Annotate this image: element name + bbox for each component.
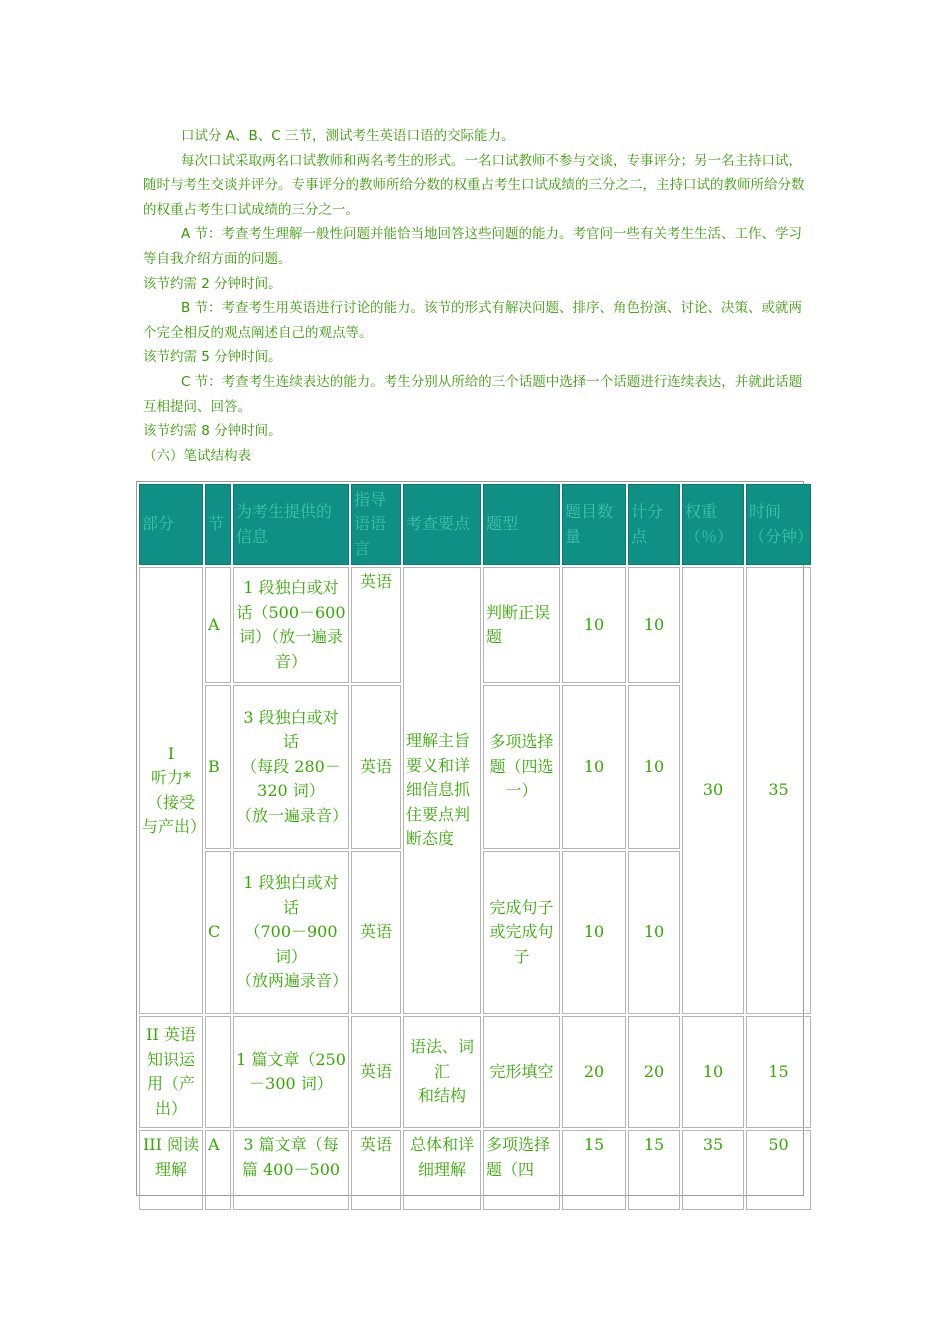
cell-info: 3 段独白或对话 （每段 280－320 词） （放一遍录音） [233, 685, 349, 849]
cell-section: C [205, 851, 231, 1014]
cell-info: 3 篇文章（每篇 400－500 [233, 1130, 349, 1210]
cell-type: 多项选择题（四 [483, 1130, 560, 1210]
cell-section [205, 1016, 231, 1128]
cell-points: 10 [628, 851, 680, 1014]
header-type: 题型 [483, 484, 560, 565]
paragraph-oral-format: 每次口试采取两名口试教师和两名考生的形式。一名口试教师不参与交谈，专事评分；另一名主持口试，随时与考生交谈并评分。专事评分的教师所给分数的权重占考生口试成绩的三分之二，主持口试的教师所给分数的权重占考生口试成绩的三分之一。 [143, 152, 805, 218]
paragraph-section-a-time: 该节约需 2 分钟时间。 [143, 275, 282, 292]
header-row [139, 484, 811, 565]
header-focus: 考查要点 [403, 484, 481, 565]
cell-language: 英语 [351, 851, 401, 1014]
cell-section: A [205, 567, 231, 683]
cell-points: 15 [628, 1130, 680, 1210]
paragraph-section-b-time: 该节约需 5 分钟时间。 [143, 349, 282, 366]
cell-section: A [205, 1130, 231, 1210]
header-count: 题目数量 [562, 484, 626, 565]
cell-part-listening: I 听力* （接受与产出） [139, 567, 203, 1014]
cell-weight: 10 [682, 1016, 744, 1128]
cell-time: 50 [746, 1130, 811, 1210]
cell-language: 英语 [351, 1130, 401, 1210]
table-caption: （六）笔试结构表 [143, 447, 251, 464]
cell-count: 20 [562, 1016, 626, 1128]
paragraph-section-c-time: 该节约需 8 分钟时间。 [143, 423, 282, 440]
body-text [143, 124, 807, 468]
cell-language: 英语 [351, 567, 401, 683]
paragraph-section-c: C 节：考查考生连续表达的能力。考生分别从所给的三个话题中选择一个话题进行连续表达，并就此话题互相提问、回答。 [143, 373, 803, 415]
cell-time-listening: 35 [746, 567, 811, 1014]
cell-info: 1 段独白或对话 （700－900 词） （放两遍录音） [233, 851, 349, 1014]
cell-part-reading: III 阅读理解 [139, 1130, 203, 1210]
header-weight: 权重（％） [682, 484, 744, 565]
header-info: 为考生提供的信息 [233, 484, 349, 565]
cell-type: 完成句子或完成句子 [483, 851, 560, 1014]
paragraph-oral-intro: 口试分 A、B、C 三节，测试考生英语口语的交际能力。 [181, 128, 515, 144]
table-row [139, 567, 811, 683]
cell-count: 10 [562, 851, 626, 1014]
header-language: 指导语语言 [351, 484, 401, 565]
cell-type: 多项选择题（四选一） [483, 685, 560, 849]
cell-focus: 总体和详细理解 [403, 1130, 481, 1210]
paragraph-section-b: B 节：考查考生用英语进行讨论的能力。该节的形式有解决问题、排序、角色扮演、讨论、决策、或就两个完全相反的观点阐述自己的观点等。 [143, 300, 803, 341]
cell-points: 10 [628, 567, 680, 683]
header-points: 计分点 [628, 484, 680, 565]
cell-language: 英语 [351, 685, 401, 849]
cell-part-knowledge: II 英语知识运用（产出） [139, 1016, 203, 1128]
cell-section: B [205, 685, 231, 849]
cell-count: 10 [562, 567, 626, 683]
cell-time: 15 [746, 1016, 811, 1128]
paragraph-section-a: A 节：考查考生理解一般性问题并能恰当地回答这些问题的能力。考官问一些有关考生生活、工作、学习等自我介绍方面的问题。 [143, 226, 803, 267]
cell-weight-listening: 30 [682, 567, 744, 1014]
cell-language: 英语 [351, 1016, 401, 1128]
exam-structure-table-wrapper [136, 481, 814, 1196]
cell-info: 1 篇文章（250－300 词） [233, 1016, 349, 1128]
header-part: 部分 [139, 484, 203, 565]
table-row [139, 1130, 811, 1210]
cell-points: 20 [628, 1016, 680, 1128]
cell-weight: 35 [682, 1130, 744, 1210]
cell-focus: 语法、词汇 和结构 [403, 1016, 481, 1128]
cell-type: 判断正误题 [483, 567, 560, 683]
cell-focus-listening: 理解主旨要义和详细信息抓住要点判断态度 [403, 567, 481, 1014]
header-time: 时间（分钟） [746, 484, 811, 565]
table-row [139, 1016, 811, 1128]
cell-info: 1 段独白或对话（500－600 词）（放一遍录音） [233, 567, 349, 683]
header-section: 节 [205, 484, 231, 565]
exam-structure-table [137, 482, 813, 1212]
cell-count: 15 [562, 1130, 626, 1210]
cell-points: 10 [628, 685, 680, 849]
cell-count: 10 [562, 685, 626, 849]
cell-type: 完形填空 [483, 1016, 560, 1128]
